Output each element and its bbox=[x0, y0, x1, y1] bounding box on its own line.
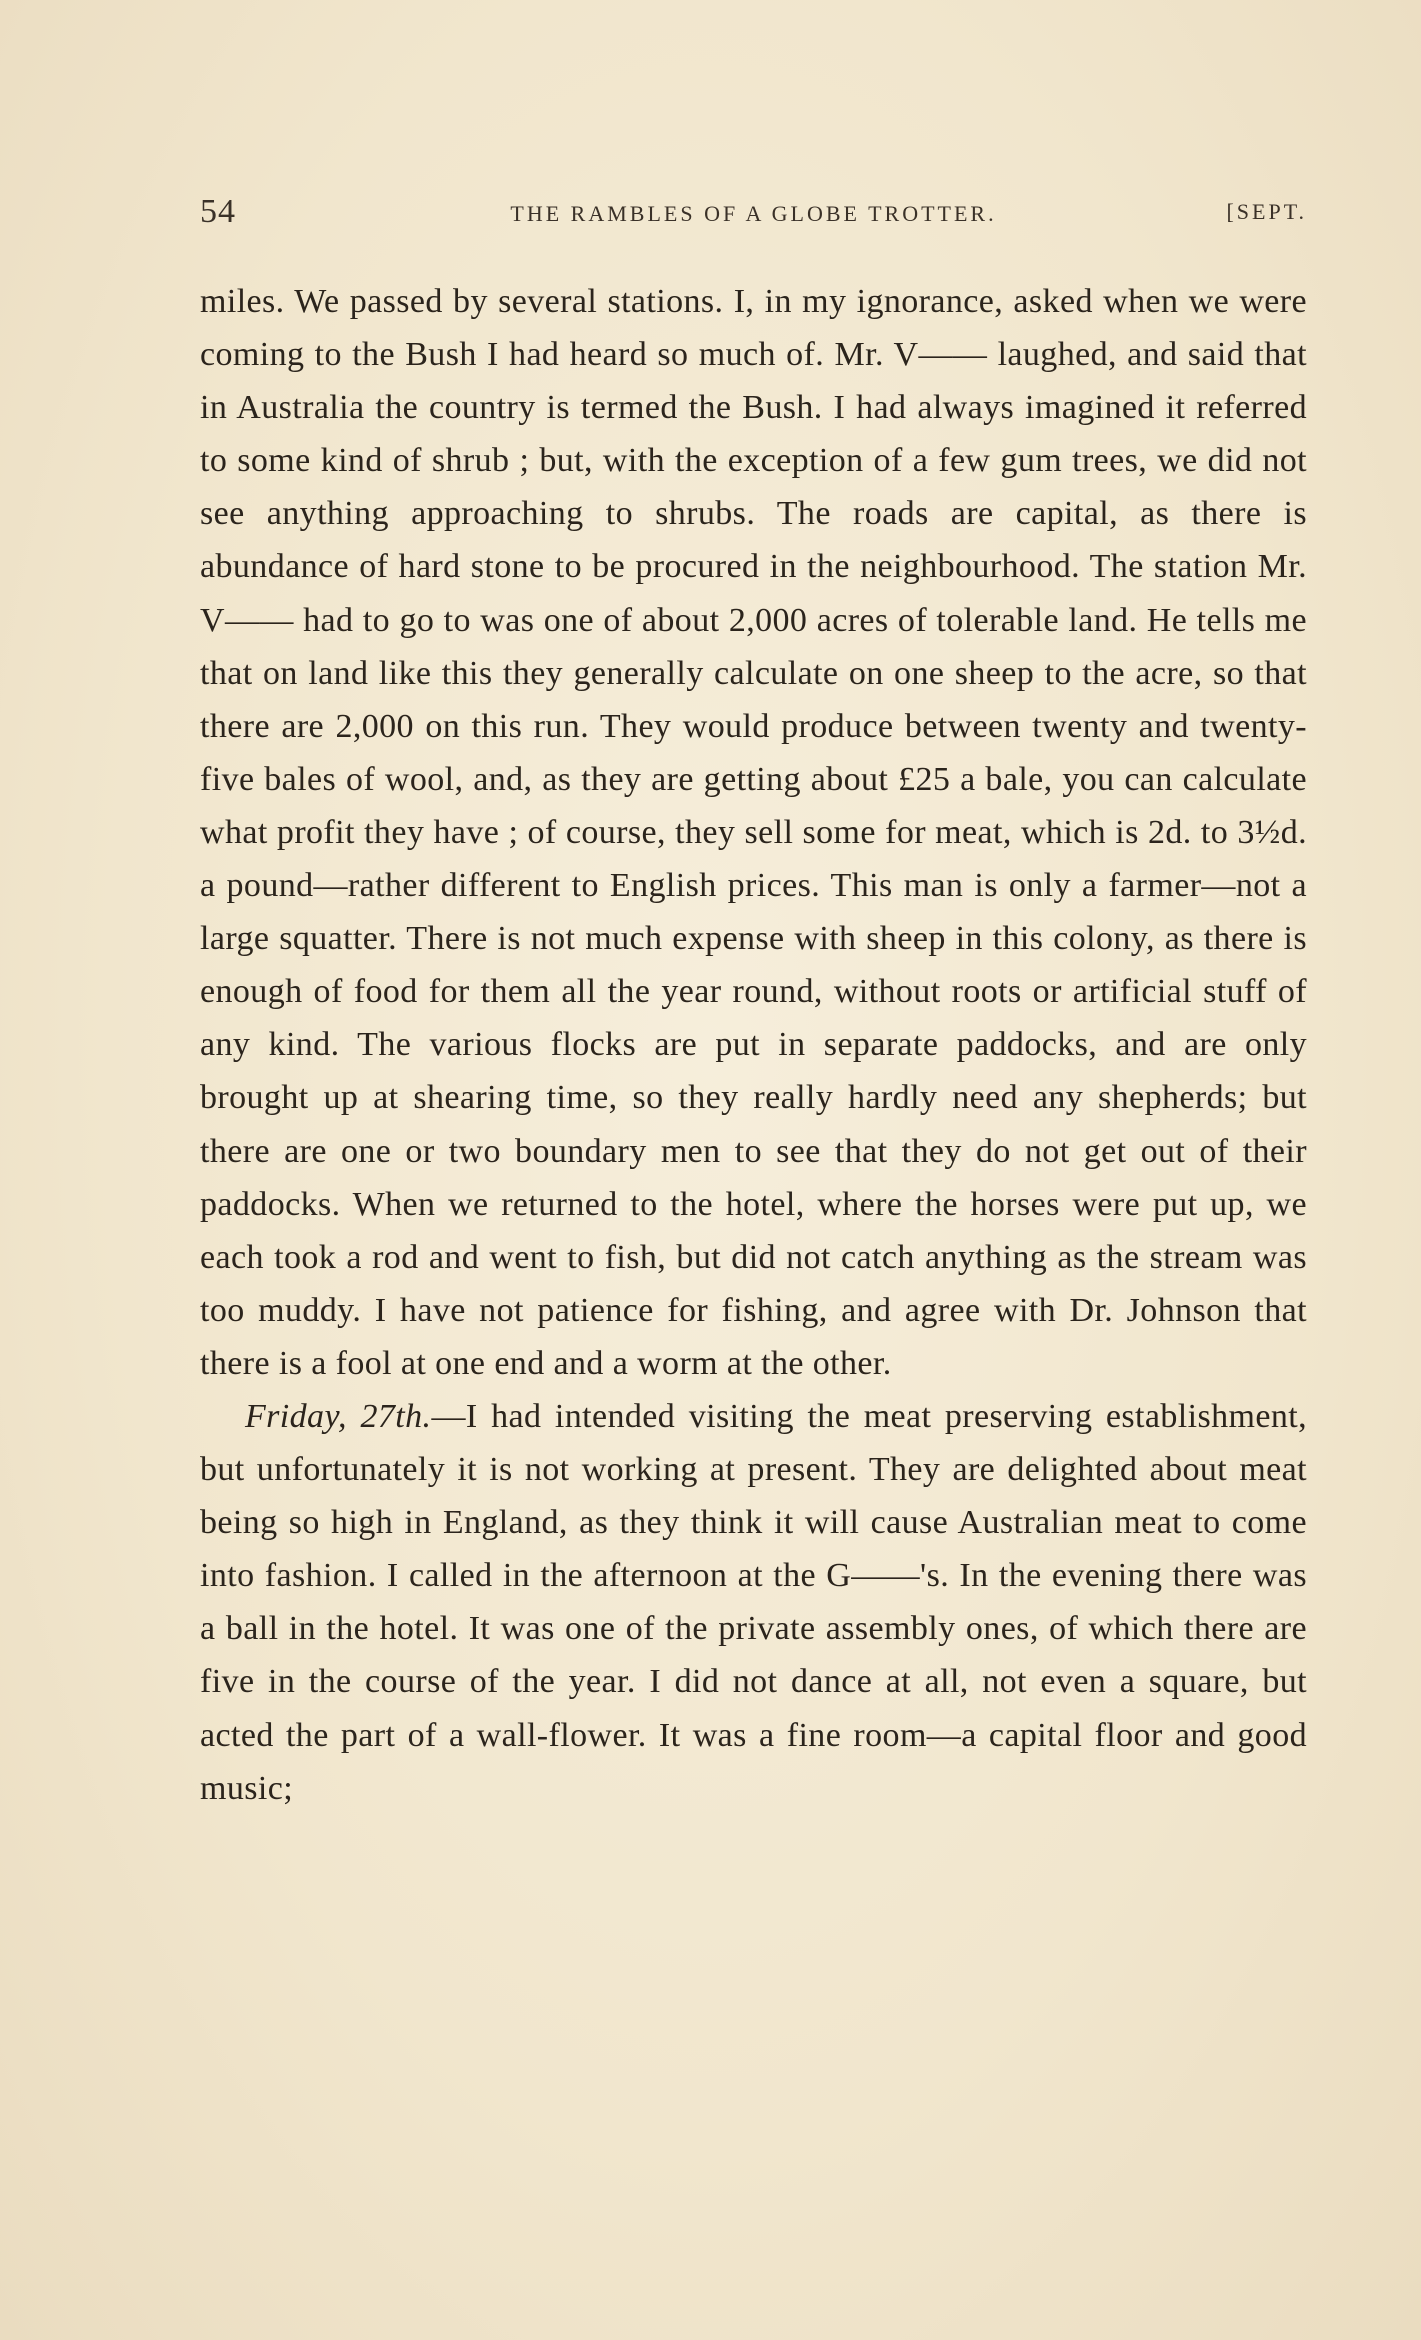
page-number: 54 bbox=[200, 193, 236, 230]
date-lead: Friday, 27th. bbox=[245, 1397, 432, 1435]
body-text bbox=[200, 275, 1307, 1815]
running-title: THE RAMBLES OF A GLOBE TROTTER. bbox=[510, 201, 997, 226]
paragraph-text: —I had intended visiting the meat preserving establishment, but unfortunately it is not working at present. They are delighted about meat being so high in England, as they think it will cause Australian meat to come into fashion. I called in the afternoon at the G——'s. In the evening there was a ball in the hotel. It was one of the private assembly ones, of which there are five in the course of the year. I did not dance at all, not even a square, but acted the part of a wall-flower. It was a fine room—a capital floor and good music; bbox=[200, 1397, 1307, 1807]
paragraph: miles. We passed by several stations. I, in my ignorance, asked when we were coming to the Bush I had heard so much of. Mr. V—— laughed, and said that in Australia the country is termed the Bush. I had always imagined it referred to some kind of shrub ; but, with the exception of a few gum trees, we did not see anything approaching to shrubs. The roads are capital, as there is abundance of hard stone to be procured in the neighbourhood. The station Mr. V—— had to go to was one of about 2,000 acres of tolerable land. He tells me that on land like this they generally calculate on one sheep to the acre, so that there are 2,000 on this run. They would produce between twenty and twenty-five bales of wool, and, as they are getting about £25 a bale, you can calculate what profit they have ; of course, they sell some for meat, which is 2d. to 3½d. a pound—rather different to English prices. This man is only a farmer—not a large squatter. There is not much expense with sheep in this colony, as there is enough of food for them all the year round, without roots or artificial stuff of any kind. The various flocks are put in separate paddocks, and are only brought up at shearing time, so they really hardly need any shepherds; but there are one or two boundary men to see that they do not get out of their paddocks. When we returned to the hotel, where the horses were put up, we each took a rod and went to fish, but did not catch anything as the stream was too muddy. I have not patience for fishing, and agree with Dr. Johnson that there is a fool at one end and a worm at the other. bbox=[200, 283, 1307, 1382]
running-head bbox=[200, 193, 1307, 243]
running-month: [SEPT. bbox=[1226, 199, 1307, 224]
paragraph bbox=[200, 1390, 1307, 1815]
